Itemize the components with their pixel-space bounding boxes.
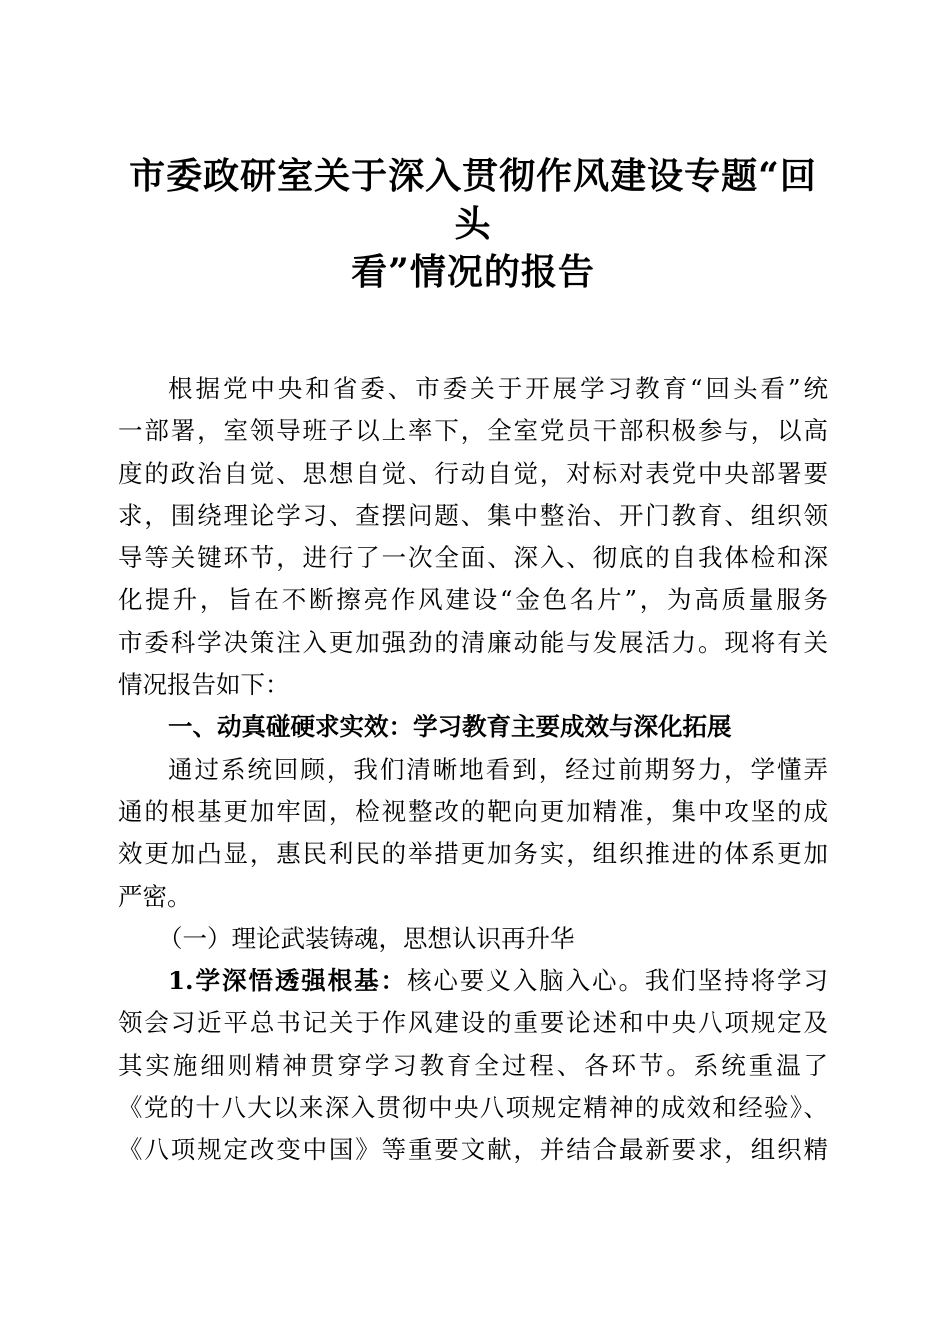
subsection-heading: （一）理论武装铸魂，思想认识再升华 bbox=[158, 923, 575, 953]
document-body bbox=[118, 368, 828, 1172]
item-text: 核心要义入脑入心。我们坚持将学习 bbox=[406, 966, 828, 996]
paragraph-line: 通过系统回顾，我们清晰地看到，经过前期努力，学懂弄 bbox=[168, 754, 828, 784]
document-page bbox=[118, 152, 828, 1172]
item-lead: 1.学深悟透强根基： bbox=[168, 966, 407, 996]
title-line: 市委政研室关于深入贯彻作风建设专题“回头 bbox=[129, 155, 817, 245]
paragraph-line: 领会习近平总书记关于作风建设的重要论述和中央八项规定及 bbox=[118, 1008, 828, 1038]
paragraph-line: 求，围绕理论学习、查摆问题、集中整治、开门教育、组织领 bbox=[118, 500, 828, 530]
paragraph-line: 严密。 bbox=[118, 881, 192, 911]
paragraph-line: 导等关键环节，进行了一次全面、深入、彻底的自我体检和深 bbox=[118, 543, 828, 573]
paragraph-line: 《八项规定改变中国》等重要文献，并结合最新要求，组织精 bbox=[118, 1135, 828, 1165]
paragraph-line: 其实施细则精神贯穿学习教育全过程、各环节。系统重温了 bbox=[118, 1050, 828, 1080]
paragraph-line: 《党的十八大以来深入贯彻中央八项规定精神的成效和经验》、 bbox=[118, 1093, 828, 1123]
paragraph-line: 通的根基更加牢固，检视整改的靶向更加精准，集中攻坚的成 bbox=[118, 796, 828, 826]
paragraph-line: 度的政治自觉、思想自觉、行动自觉，对标对表党中央部署要 bbox=[118, 458, 828, 488]
section-heading: 一、动真碰硬求实效：学习教育主要成效与深化拓展 bbox=[168, 712, 732, 742]
paragraph-line: 化提升，旨在不断擦亮作风建设“金色名片”，为高质量服务 bbox=[118, 585, 828, 615]
paragraph-line: 情况报告如下： bbox=[118, 670, 290, 700]
item-first-line bbox=[118, 960, 828, 1002]
paragraph-line: 效更加凸显，惠民利民的举措更加务实，组织推进的体系更加 bbox=[118, 839, 828, 869]
document-title bbox=[118, 152, 828, 296]
paragraph-line: 根据党中央和省委、市委关于开展学习教育“回头看”统 bbox=[168, 374, 828, 403]
paragraph-line: 市委科学决策注入更加强劲的清廉动能与发展活力。现将有关 bbox=[118, 627, 828, 657]
paragraph-line: 一部署，室领导班子以上率下，全室党员干部积极参与，以高 bbox=[118, 416, 828, 446]
title-line: 看”情况的报告 bbox=[351, 251, 595, 293]
